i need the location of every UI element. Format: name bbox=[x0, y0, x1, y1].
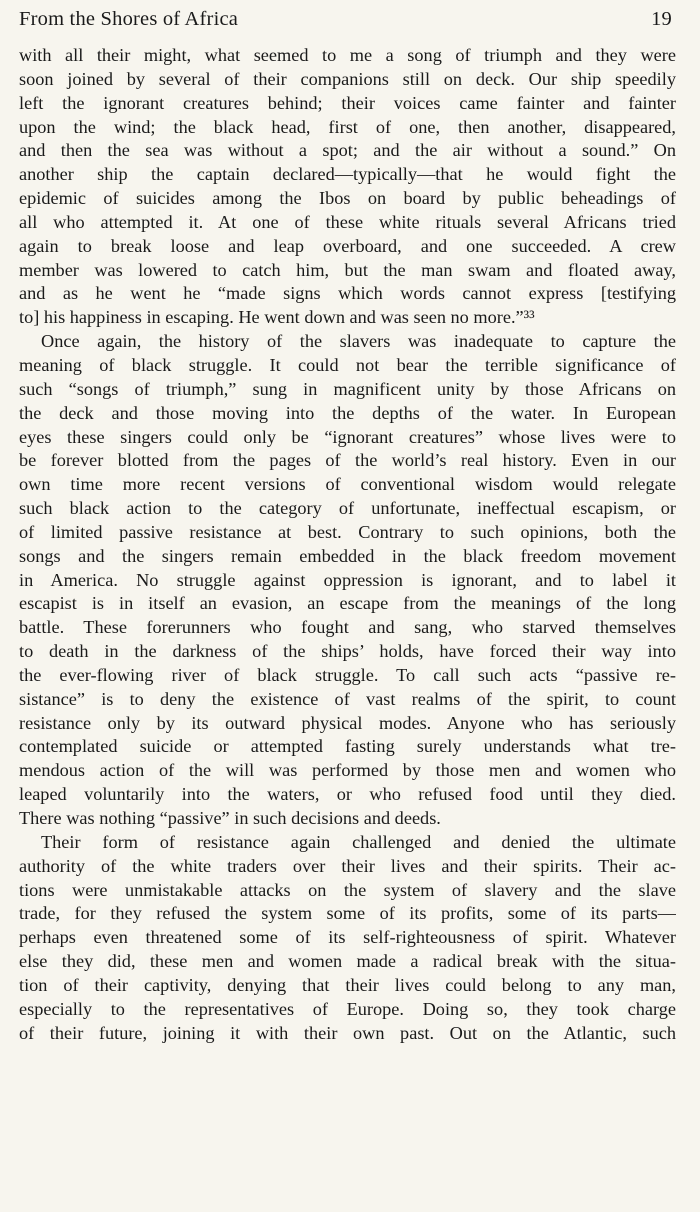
text-line: such black action to the category of unfortunate, ineffectual escapism, or bbox=[19, 498, 676, 519]
text-line: soon joined by several of their companions still on deck. Our ship speedily bbox=[19, 68, 676, 89]
text-line: battle. These forerunners who fought and sang, who starved themselves bbox=[19, 617, 676, 638]
text-line: songs and the singers remain embedded in the black freedom movement bbox=[19, 545, 676, 566]
text-line: the ever-flowing river of black struggle. To call such acts “passive re- bbox=[19, 664, 676, 685]
text-line: perhaps even threatened some of its self-righteousness of spirit. Whatever bbox=[19, 927, 676, 948]
text-line: escapist is in itself an evasion, an escape from the meanings of the long bbox=[19, 593, 676, 614]
text-line: else they did, these men and women made a radical break with the situa- bbox=[19, 951, 676, 972]
text-line: left the ignorant creatures behind; their voices came fainter and fainter bbox=[19, 92, 676, 113]
text-line: Their form of resistance again challenged and denied the ultimate bbox=[41, 831, 676, 852]
text-line: and then the sea was without a spot; and the air without a sound.” On bbox=[19, 140, 676, 161]
text-line: such “songs of triumph,” sung in magnificent unity by those Africans on bbox=[19, 378, 676, 399]
running-head bbox=[19, 8, 676, 38]
paragraph bbox=[19, 831, 676, 1046]
text-line: trade, for they refused the system some of its profits, some of its parts— bbox=[19, 903, 676, 924]
text-line: sistance” is to deny the existence of vast realms of the spirit, to count bbox=[19, 688, 676, 709]
page-number: 19 bbox=[651, 8, 672, 30]
text-line: Once again, the history of the slavers was inadequate to capture the bbox=[41, 331, 676, 352]
text-line: in America. No struggle against oppression is ignorant, and to label it bbox=[19, 569, 676, 590]
text-line: contemplated suicide or attempted fasting surely understands what tre- bbox=[19, 736, 676, 757]
text-line: with all their might, what seemed to me a song of triumph and they were bbox=[19, 45, 676, 65]
text-line: to death in the darkness of the ships’ holds, have forced their way into bbox=[19, 641, 676, 662]
text-line: of limited passive resistance at best. Contrary to such opinions, both the bbox=[19, 521, 676, 542]
text-line: especially to the representatives of Europe. Doing so, they took charge bbox=[19, 998, 676, 1019]
text-line: meaning of black struggle. It could not bear the terrible significance of bbox=[19, 354, 676, 375]
text-line: epidemic of suicides among the Ibos on board by public beheadings of bbox=[19, 188, 676, 209]
text-line: all who attempted it. At one of these white rituals several Africans tried bbox=[19, 211, 676, 232]
text-line: mendous action of the will was performed by those men and women who bbox=[19, 760, 676, 781]
text-line: resistance only by its outward physical modes. Anyone who has seriously bbox=[19, 712, 676, 733]
text-line: be forever blotted from the pages of the world’s real history. Even in our bbox=[19, 450, 676, 471]
text-line: member was lowered to catch him, but the man swam and floated away, bbox=[19, 259, 676, 280]
paragraph bbox=[19, 330, 676, 831]
text-line: upon the wind; the black head, first of one, then another, disappeared, bbox=[19, 116, 676, 137]
text-line: another ship the captain declared—typically—that he would fight the bbox=[19, 164, 676, 185]
text-line: of their future, joining it with their own past. Out on the Atlantic, such bbox=[19, 1022, 676, 1043]
text-line: There was nothing “passive” in such decisions and deeds. bbox=[19, 808, 441, 828]
body-text bbox=[19, 44, 676, 1045]
text-line: the deck and those moving into the depths of the water. In European bbox=[19, 402, 676, 423]
paragraph bbox=[19, 44, 676, 330]
text-line: own time more recent versions of conventional wisdom would relegate bbox=[19, 474, 676, 495]
text-line: eyes these singers could only be “ignorant creatures” whose lives were to bbox=[19, 426, 676, 447]
text-line: to] his happiness in escaping. He went down and was seen no more.”³³ bbox=[19, 307, 535, 328]
text-line: authority of the white traders over their lives and their spirits. Their ac- bbox=[19, 855, 676, 876]
text-line: leaped voluntarily into the waters, or who refused food until they died. bbox=[19, 784, 676, 805]
running-title: From the Shores of Africa bbox=[19, 8, 239, 30]
text-line: tion of their captivity, denying that their lives could belong to any man, bbox=[19, 974, 676, 995]
text-line: again to break loose and leap overboard, and one succeeded. A crew bbox=[19, 235, 676, 256]
text-line: tions were unmistakable attacks on the system of slavery and the slave bbox=[19, 879, 676, 900]
text-line: and as he went he “made signs which words cannot express [testifying bbox=[19, 283, 676, 304]
